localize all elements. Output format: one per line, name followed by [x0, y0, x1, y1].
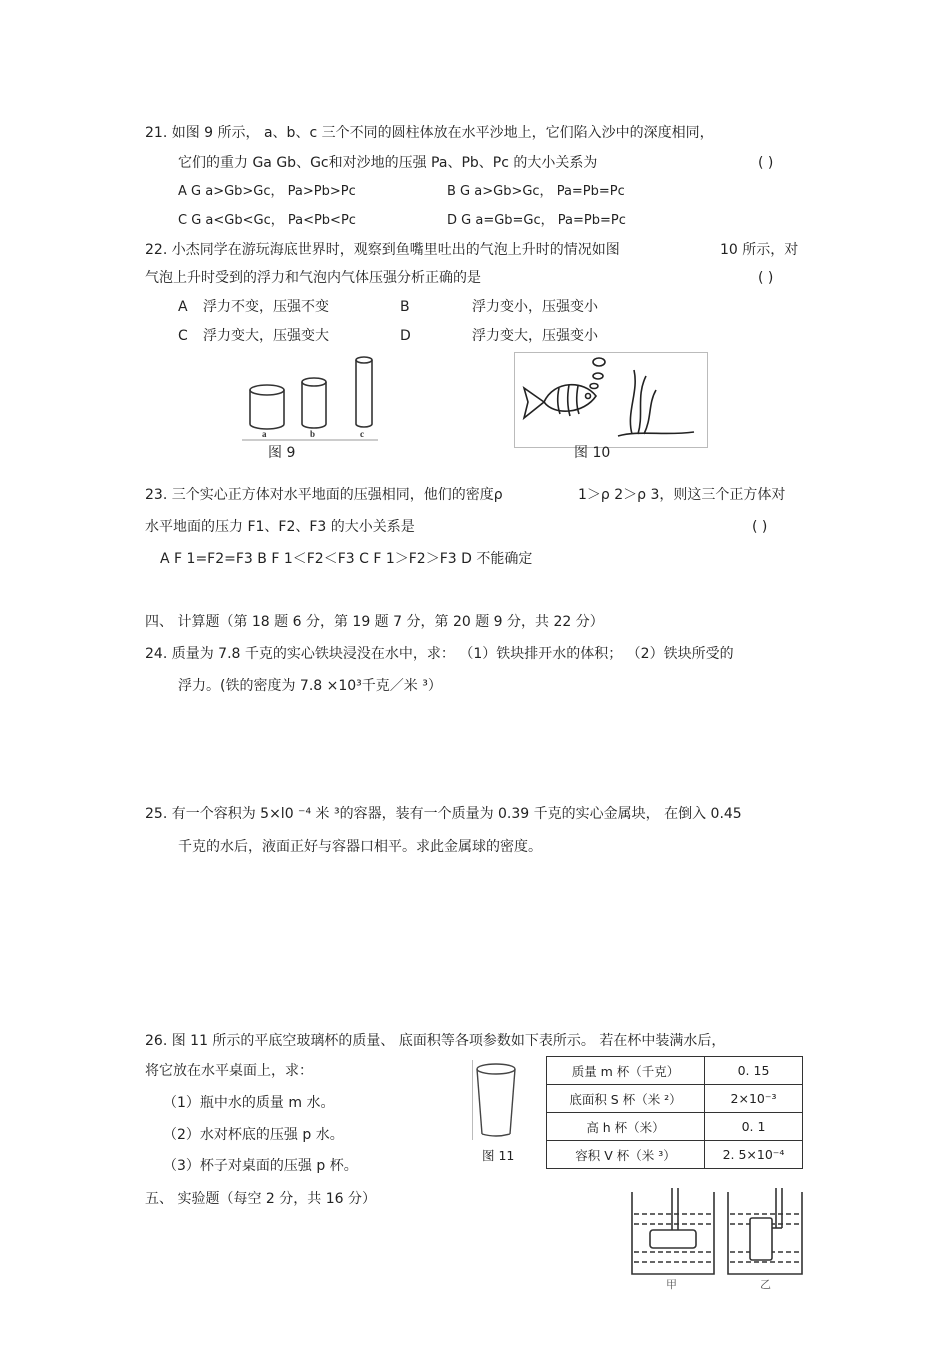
figure-10-fish [514, 352, 708, 448]
q26-sub-1: （1）瓶中水的质量 m 水。 [163, 1095, 335, 1111]
table-cell-value: 2. 5×10⁻⁴ [705, 1141, 803, 1169]
q21-answer-paren: ( ) [758, 155, 774, 171]
figure-11-glass [472, 1060, 520, 1140]
q26-line2: 将它放在水平桌面上，求： [145, 1063, 313, 1079]
table-row [547, 1085, 803, 1113]
experiment-label-jia: 甲 [666, 1278, 677, 1291]
q22-stem-line1-end: 10 所示，对 [720, 242, 799, 258]
q23-stem-line1: 23. 三个实心正方体对水平地面的压强相同，他们的密度ρ [145, 487, 503, 503]
q23-stem-line1-end: 1＞ρ 2＞ρ 3，则这三个正方体对 [578, 487, 786, 503]
q25-line2: 千克的水后，液面正好与容器口相平。求此金属球的密度。 [178, 839, 542, 855]
table-row [547, 1057, 803, 1085]
q22-option-b-text: 浮力变小，压强变小 [472, 299, 598, 315]
fig9-label-b: b [310, 429, 316, 439]
q26-sub-2: （2）水对杯底的压强 p 水。 [163, 1127, 344, 1143]
q24-line2: 浮力。(铁的密度为 7.8 ×10³千克／米 ³） [178, 678, 442, 694]
q22-option-a-letter: A [178, 299, 188, 315]
q22-option-a-text: 浮力不变，压强不变 [203, 299, 329, 315]
figure-9-cylinders [240, 350, 380, 442]
q21-stem-line2: 它们的重力 Ga Gb、Gc和对沙地的压强 Pa、Pb、Pc 的大小关系为 [178, 155, 598, 171]
q21-stem-line1: 21. 如图 9 所示， a、b、c 三个不同的圆柱体放在水平沙地上，它们陷入沙中的深度相同， [145, 125, 714, 141]
q21-option-b: B G a>Gb>Gc， Pa=Pb=Pc [447, 184, 625, 199]
table-cell-label: 底面积 S 杯（米 ²） [547, 1085, 705, 1113]
section-5-title: 五、 实验题（每空 2 分，共 16 分） [145, 1191, 376, 1207]
q25-line1: 25. 有一个容积为 5×l0 ⁻⁴ 米 ³的容器，装有一个质量为 0.39 千克的实心金属块， 在倒入 0.45 [145, 806, 742, 822]
q21-option-a: A G a>Gb>Gc， Pa>Pb>Pc [178, 184, 356, 199]
experiment-label-yi: 乙 [760, 1278, 771, 1291]
table-cell-value: 0. 15 [705, 1057, 803, 1085]
q23-stem-line2: 水平地面的压力 F1、F2、F3 的大小关系是 [145, 519, 415, 535]
figure-10-caption: 图 10 [574, 445, 611, 461]
table-cell-label: 容积 V 杯（米 ³） [547, 1141, 705, 1169]
section-4-title: 四、 计算题（第 18 题 6 分，第 19 题 7 分，第 20 题 9 分，共 22 分） [145, 614, 604, 630]
fig9-label-c: c [360, 429, 364, 439]
q22-option-c-letter: C [178, 328, 188, 344]
table-cell-value: 2×10⁻³ [705, 1085, 803, 1113]
q22-option-d-letter: D [400, 328, 411, 344]
fig9-label-a: a [262, 429, 267, 439]
q22-stem-line1: 22. 小杰同学在游玩海底世界时，观察到鱼嘴里吐出的气泡上升时的情况如图 [145, 242, 620, 258]
q22-stem-line2: 气泡上升时受到的浮力和气泡内气体压强分析正确的是 [145, 270, 481, 286]
glass-parameters-table [546, 1056, 803, 1169]
table-row [547, 1113, 803, 1141]
q21-option-c: C G a<Gb<Gc， Pa<Pb<Pc [178, 213, 356, 228]
q22-answer-paren: ( ) [758, 270, 774, 286]
figure-11-caption: 图 11 [482, 1148, 515, 1163]
q22-option-c-text: 浮力变大，压强变大 [203, 328, 329, 344]
experiment-figure-containers [630, 1188, 804, 1292]
table-cell-label: 高 h 杯（米） [547, 1113, 705, 1141]
q26-sub-3: （3）杯子对桌面的压强 p 杯。 [163, 1158, 358, 1174]
q26-line1: 26. 图 11 所示的平底空玻璃杯的质量、 底面积等各项参数如下表所示。 若在杯中装满水后， [145, 1033, 726, 1049]
q22-option-d-text: 浮力变大，压强变小 [472, 328, 598, 344]
q23-answer-paren: ( ) [752, 519, 768, 535]
q22-option-b-letter: B [400, 299, 410, 315]
table-cell-label: 质量 m 杯（千克） [547, 1057, 705, 1085]
figure-9-caption: 图 9 [268, 445, 296, 461]
q24-line1: 24. 质量为 7.8 千克的实心铁块浸没在水中，求： （1）铁块排开水的体积； （2）铁块所受的 [145, 646, 734, 662]
q21-option-d: D G a=Gb=Gc， Pa=Pb=Pc [447, 213, 626, 228]
q23-options: A F 1=F2=F3 B F 1＜F2＜F3 C F 1＞F2＞F3 D 不能确定 [160, 551, 533, 567]
table-cell-value: 0. 1 [705, 1113, 803, 1141]
table-row [547, 1141, 803, 1169]
